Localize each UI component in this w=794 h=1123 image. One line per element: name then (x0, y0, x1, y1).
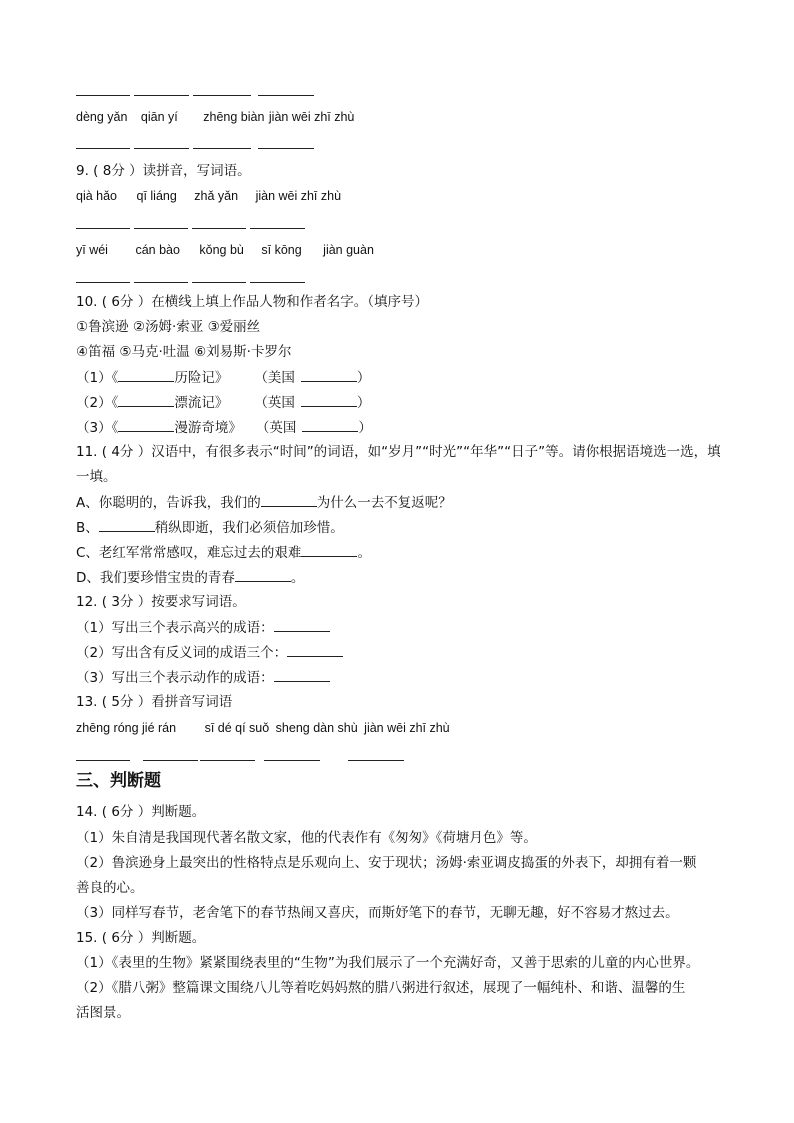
pinyin: jiàn wēi zhī zhù (255, 189, 342, 203)
answer-blank[interactable] (118, 418, 174, 432)
answer-blank[interactable] (76, 95, 130, 96)
country-label: （英国 (254, 395, 295, 411)
answer-blank[interactable] (261, 493, 317, 507)
answer-blank[interactable] (134, 95, 189, 96)
answer-blank[interactable] (99, 518, 155, 532)
q9-pinyin-row-1 (76, 187, 341, 205)
item-number: （2）《 (76, 395, 119, 411)
answer-blank[interactable] (274, 618, 330, 632)
pinyin: sheng dàn shù (275, 721, 358, 735)
answer-blank[interactable] (134, 148, 189, 149)
paren-close: ） (356, 370, 371, 386)
item-number: （1）《 (76, 370, 119, 386)
answer-blank[interactable] (235, 568, 291, 582)
q11-item-a (76, 493, 452, 512)
answer-blank[interactable] (258, 148, 314, 149)
q12-item-2 (76, 643, 343, 662)
q10-item-3 (76, 418, 372, 437)
answer-blank[interactable] (348, 760, 404, 761)
q14-item-2: （2）鲁滨逊身上最突出的性格特点是乐观向上、安于现状；汤姆·索亚调皮捣蛋的外表下，却拥有着一颗 (76, 855, 697, 871)
answer-blank[interactable] (118, 393, 174, 407)
answer-blank[interactable] (193, 148, 251, 149)
pinyin: zhǎ yǎn (194, 189, 239, 203)
answer-blank[interactable] (118, 368, 174, 382)
answer-blank[interactable] (301, 368, 357, 382)
q11-item-d (76, 568, 304, 587)
q11-item-b (76, 518, 344, 537)
q10-item-1 (76, 368, 370, 387)
book-title: 漂流记》 (174, 395, 229, 411)
answer-blank[interactable] (287, 643, 343, 657)
pinyin: cán bào (135, 243, 180, 257)
pinyin: sī kōng (261, 243, 302, 257)
pinyin: kǒng bù (199, 243, 244, 257)
q11-item-c (76, 543, 371, 562)
pinyin: qiān yí (140, 110, 178, 124)
paren-close: ） (356, 395, 371, 411)
pinyin: zhēng róng jié rán (76, 721, 177, 735)
q10-options-1: ①鲁滨逊 ②汤姆·索亚 ③爱丽丝 (76, 319, 261, 335)
answer-blank[interactable] (192, 282, 246, 283)
country-label: （美国 (254, 370, 295, 386)
q15-item-1: （1）《表里的生物》紧紧围绕表里的“生物”为我们展示了一个充满好奇，又善于思索的儿童的内心世界。 (76, 955, 700, 971)
section-heading: 三、判断题 (76, 771, 161, 791)
pinyin: yī wéi (76, 243, 108, 257)
answer-blank[interactable] (76, 148, 130, 149)
prompt-text: （2）写出含有反义词的成语三个： (76, 645, 288, 661)
answer-blank[interactable] (264, 760, 320, 761)
q12-item-1 (76, 618, 330, 637)
q14-item-2-cont: 善良的心。 (76, 880, 144, 896)
pinyin-row-top (76, 108, 354, 126)
item-number: （3）《 (76, 420, 119, 436)
answer-blank[interactable] (192, 228, 246, 229)
question-15-header: 15. ( 6分 ）判断题。 (76, 930, 206, 946)
sentence-text: D、我们要珍惜宝贵的青春 (76, 570, 235, 586)
prompt-text: （3）写出三个表示动作的成语： (76, 670, 274, 686)
answer-blank[interactable] (301, 543, 357, 557)
pinyin: jiàn wēi zhī zhù (364, 721, 450, 735)
answer-blank[interactable] (76, 760, 130, 761)
question-11-header-cont: 一填。 (76, 469, 117, 485)
question-10-header: 10. ( 6分 ）在横线上填上作品人物和作者名字。（填序号） (76, 294, 428, 310)
paren-close: ） (358, 420, 372, 436)
question-14-header: 14. ( 6分 ）判断题。 (76, 804, 206, 820)
q12-item-3 (76, 668, 330, 687)
sentence-text: B、 (76, 520, 99, 536)
answer-blank[interactable] (258, 95, 314, 96)
book-title: 漫游奇境》 (174, 420, 242, 436)
answer-blank[interactable] (274, 668, 330, 682)
answer-blank[interactable] (250, 282, 305, 283)
question-11-header: 11. ( 4分 ）汉语中，有很多表示“时间”的词语，如“岁月”“时光”“年华”“日子”等。请你根据语境选一选，填 (76, 444, 721, 460)
answer-blank[interactable] (76, 228, 130, 229)
answer-blank[interactable] (134, 282, 188, 283)
q13-pinyin-row (76, 719, 450, 737)
answer-blank[interactable] (134, 228, 188, 229)
q14-item-3: （3）同样写春节，老舍笔下的春节热闹又喜庆，而斯妤笔下的春节，无聊无趣，好不容易才熬过去。 (76, 905, 679, 921)
pinyin: jiàn wēi zhī zhù (268, 110, 355, 124)
sentence-text: 为什么一去不复返呢？ (316, 495, 452, 511)
answer-blank[interactable] (193, 95, 251, 96)
question-13-header: 13. ( 5分 ）看拼音写词语 (76, 694, 233, 710)
pinyin: jiàn guàn (323, 243, 374, 257)
question-12-header: 12. ( 3分 ）按要求写词语。 (76, 594, 246, 610)
sentence-text: 。 (357, 545, 371, 561)
q15-item-2: （2）《腊八粥》整篇课文围绕八儿等着吃妈妈熬的腊八粥进行叙述，展现了一幅纯朴、和谐、温馨的生 (76, 980, 686, 996)
answer-blank[interactable] (76, 282, 130, 283)
answer-blank[interactable] (200, 760, 255, 761)
q10-item-2 (76, 393, 370, 412)
answer-blank[interactable] (143, 760, 198, 761)
pinyin: qià hǎo (76, 189, 118, 203)
pinyin: sī dé qí suǒ (204, 721, 270, 735)
answer-blank[interactable] (302, 418, 358, 432)
prompt-text: （1）写出三个表示高兴的成语： (76, 620, 274, 636)
country-label: （英国 (255, 420, 297, 436)
pinyin: zhēng biàn (203, 110, 265, 124)
sentence-text: 稍纵即逝，我们必须倍加珍惜。 (154, 520, 344, 536)
sentence-text: A、你聪明的，告诉我，我们的 (76, 495, 261, 511)
q9-pinyin-row-2 (76, 241, 374, 259)
pinyin: qī liáng (136, 189, 177, 203)
answer-blank[interactable] (250, 228, 305, 229)
sentence-text: C、老红军常常感叹，难忘过去的艰难 (76, 545, 302, 561)
book-title: 历险记》 (174, 370, 229, 386)
answer-blank[interactable] (301, 393, 357, 407)
question-9-header: 9. ( 8分 ）读拼音，写词语。 (76, 163, 251, 179)
sentence-text: 。 (290, 570, 305, 586)
q14-item-1: （1）朱自清是我国现代著名散文家，他的代表作有《匆匆》《荷塘月色》等。 (76, 830, 537, 846)
q15-item-2-cont: 活图景。 (76, 1005, 130, 1021)
pinyin: dèng yǎn (76, 110, 128, 124)
q10-options-2: ④笛福 ⑤马克·吐温 ⑥刘易斯·卡罗尔 (76, 344, 292, 360)
